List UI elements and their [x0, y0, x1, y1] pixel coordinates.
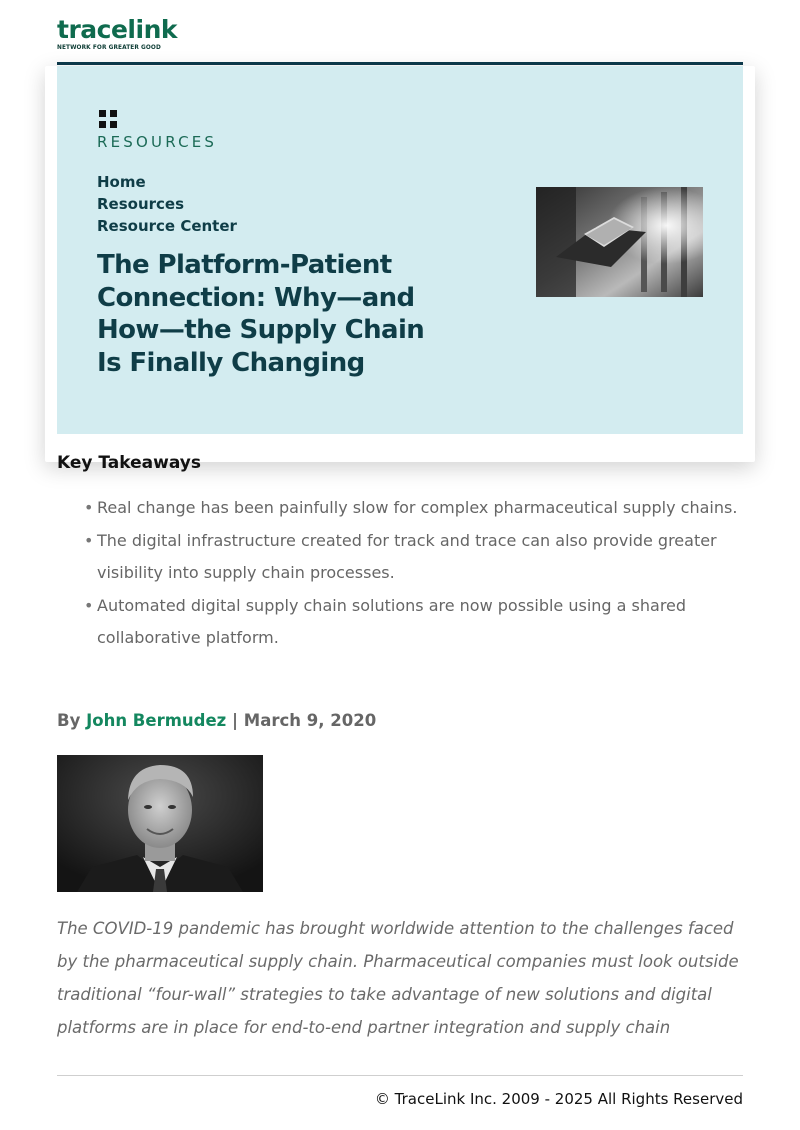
byline-separator: |: [232, 711, 239, 730]
author-photo: [57, 755, 263, 892]
author-portrait-icon: [57, 755, 263, 892]
hero-banner: [57, 66, 743, 434]
author-link[interactable]: John Bermudez: [86, 711, 227, 730]
warehouse-tablet-photo-icon: [536, 187, 703, 297]
breadcrumb-home[interactable]: Home: [97, 173, 146, 191]
key-takeaways-heading: Key Takeaways: [57, 453, 201, 473]
page-title: The Platform-Patient Connection: Why—and How—the Supply Chain Is Finally Changing: [97, 250, 425, 378]
section-label: RESOURCES: [97, 133, 218, 151]
breadcrumb-resource-center[interactable]: Resource Center: [97, 217, 237, 235]
byline-prefix: By: [57, 711, 81, 730]
byline: [57, 711, 376, 730]
resources-grid-icon: [99, 110, 117, 128]
tracelink-logo[interactable]: [57, 16, 177, 52]
hero-image: [536, 187, 703, 297]
logo-tagline: NETWORK FOR GREATER GOOD: [57, 45, 161, 51]
list-item: • Automated digital supply chain solutions are now possible using a shared collaborative platform.: [97, 590, 747, 655]
logo-wordmark: tracelink: [57, 15, 177, 44]
list-item: • The digital infrastructure created for track and trace can also provide greater visibility into supply chain processes.: [97, 525, 747, 590]
article-intro: The COVID-19 pandemic has brought worldwide attention to the challenges faced by the pharmaceutical supply chain. Pharmaceutical companies must look outside traditional “four-wall” strategies to take advantage of new solutions and digital platforms are in place for end-to-end partner integration and supply chain: [57, 919, 739, 1037]
breadcrumb-resources[interactable]: Resources: [97, 195, 185, 213]
footer-divider: [57, 1075, 743, 1076]
header-divider: [57, 62, 743, 65]
key-takeaways-list: [97, 492, 747, 655]
footer-copyright: © TraceLink Inc. 2009 - 2025 All Rights Reserved: [374, 1090, 743, 1108]
breadcrumb: [97, 171, 237, 237]
publish-date: March 9, 2020: [243, 711, 377, 730]
list-item: • Real change has been painfully slow for complex pharmaceutical supply chains.: [97, 492, 747, 525]
